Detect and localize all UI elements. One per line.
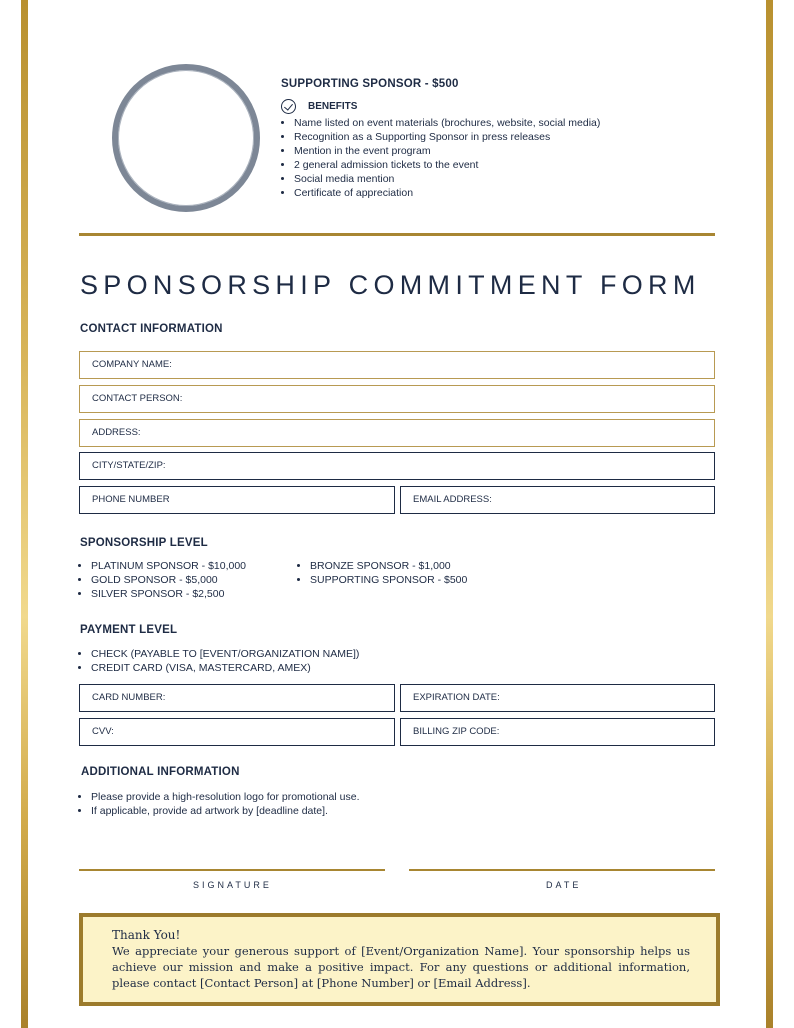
logo-circle-placeholder (112, 64, 260, 212)
level-option[interactable]: • BRONZE SPONSOR - $1,000 (310, 559, 518, 573)
company-name-field[interactable]: COMPANY NAME: (79, 351, 715, 379)
additional-item: • Please provide a high-resolution logo for promotional use. (91, 790, 479, 804)
additional-information-list (79, 790, 479, 818)
expiration-date-field[interactable]: EXPIRATION DATE: (400, 684, 715, 712)
payment-option[interactable]: • CREDIT CARD (VISA, MASTERCARD, AMEX) (91, 661, 479, 675)
thank-you-title: Thank You! (112, 928, 181, 942)
thank-you-message: We appreciate your generous support of [Event/Organization Name]. Your sponsorship helps us achieve our mission and make a positive impact. For any questions or additional information, please contact [Contact Person] at [Phone Number] or [Email Address]. (112, 944, 690, 990)
additional-information-heading: ADDITIONAL INFORMATION (81, 766, 240, 778)
payment-level-heading: PAYMENT LEVEL (80, 624, 178, 636)
benefit-item: • Name listed on event materials (brochures, website, social media) (294, 116, 711, 130)
date-label: DATE (546, 880, 582, 890)
sponsorship-levels-right (298, 559, 518, 587)
benefit-item: • Social media mention (294, 172, 711, 186)
sponsor-tier-title: SUPPORTING SPONSOR - $500 (281, 78, 459, 90)
city-state-zip-field[interactable]: CITY/STATE/ZIP: (79, 452, 715, 480)
payment-options (79, 647, 479, 675)
section-divider (79, 233, 715, 236)
card-number-field[interactable]: CARD NUMBER: (79, 684, 395, 712)
sponsorship-levels-left (79, 559, 289, 601)
benefits-label: BENEFITS (308, 100, 358, 112)
level-option[interactable]: • PLATINUM SPONSOR - $10,000 (91, 559, 289, 573)
left-gold-border (21, 0, 28, 1028)
phone-number-field[interactable]: PHONE NUMBER (79, 486, 395, 514)
thank-you-box (79, 913, 720, 1006)
email-address-field[interactable]: EMAIL ADDRESS: (400, 486, 715, 514)
check-badge-icon (281, 99, 296, 114)
billing-zip-field[interactable]: BILLING ZIP CODE: (400, 718, 715, 746)
signature-label: SIGNATURE (193, 880, 272, 890)
sponsor-tier-block (281, 78, 711, 200)
additional-item: • If applicable, provide ad artwork by [deadline date]. (91, 804, 479, 818)
sponsorship-level-heading: SPONSORSHIP LEVEL (80, 537, 208, 549)
benefit-item: • 2 general admission tickets to the event (294, 158, 711, 172)
benefits-list (281, 116, 711, 200)
benefit-item: • Recognition as a Supporting Sponsor in press releases (294, 130, 711, 144)
benefits-header (281, 98, 711, 114)
cvv-field[interactable]: CVV: (79, 718, 395, 746)
level-option[interactable]: • SUPPORTING SPONSOR - $500 (310, 573, 518, 587)
right-gold-border (766, 0, 773, 1028)
benefit-item: • Certificate of appreciation (294, 186, 711, 200)
contact-information-heading: CONTACT INFORMATION (80, 323, 223, 335)
level-option[interactable]: • GOLD SPONSOR - $5,000 (91, 573, 289, 587)
form-title: SPONSORSHIP COMMITMENT FORM (80, 270, 701, 300)
benefit-item: • Mention in the event program (294, 144, 711, 158)
address-field[interactable]: ADDRESS: (79, 419, 715, 447)
level-option[interactable]: • SILVER SPONSOR - $2,500 (91, 587, 289, 601)
contact-person-field[interactable]: CONTACT PERSON: (79, 385, 715, 413)
payment-option[interactable]: • CHECK (PAYABLE TO [EVENT/ORGANIZATION NAME]) (91, 647, 479, 661)
date-line[interactable] (409, 869, 715, 871)
signature-line[interactable] (79, 869, 385, 871)
